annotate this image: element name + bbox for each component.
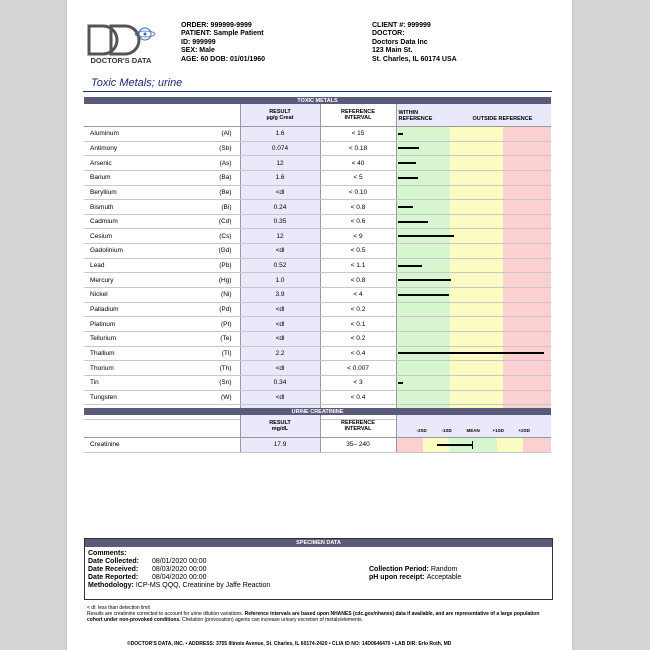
metal-reference: < 0.8 xyxy=(320,200,396,215)
metal-reference: < 15 xyxy=(320,127,396,142)
metal-name-text: Barium xyxy=(90,174,111,182)
metal-name xyxy=(84,361,240,376)
metal-row xyxy=(84,185,551,200)
metal-name xyxy=(84,258,240,273)
order-number: ORDER: 999999-9999 xyxy=(181,22,252,29)
creatinine-reference-header: REFERENCE INTERVAL xyxy=(320,415,396,438)
report-page xyxy=(67,0,572,650)
metal-result: 0.24 xyxy=(240,200,320,215)
metal-graph xyxy=(396,214,551,229)
specimen-data-header: SPECIMEN DATA xyxy=(85,539,552,547)
metal-result-bar xyxy=(398,294,449,296)
metal-graph xyxy=(396,244,551,259)
metal-name xyxy=(84,185,240,200)
metal-reference: < 3 xyxy=(320,375,396,390)
metal-reference: < 0.4 xyxy=(320,346,396,361)
metal-symbol: (Ni) xyxy=(221,291,232,299)
metal-row xyxy=(84,273,551,288)
lab-name: Doctors Data Inc xyxy=(372,38,428,46)
metal-name xyxy=(84,302,240,317)
metal-graph xyxy=(396,361,551,376)
address-line-1: 123 Main St. xyxy=(372,47,413,55)
metal-result-bar xyxy=(398,265,422,267)
metal-row xyxy=(84,141,551,156)
metal-reference: < 40 xyxy=(320,156,396,171)
patient-sex: SEX: Male xyxy=(181,47,215,55)
creatinine-result-header: RESULT mg/dL xyxy=(240,415,320,438)
metal-graph xyxy=(396,390,551,405)
metal-name xyxy=(84,331,240,346)
metal-name xyxy=(84,375,240,390)
metal-graph xyxy=(396,258,551,273)
metal-graph xyxy=(396,170,551,185)
creatinine-graph xyxy=(396,438,551,453)
doctors-data-logo xyxy=(85,22,157,66)
metal-name-text: Thorium xyxy=(90,364,114,372)
metal-result-bar xyxy=(398,235,454,237)
metal-result-bar xyxy=(398,177,418,179)
metal-name xyxy=(84,346,240,361)
metal-reference: < 1.1 xyxy=(320,258,396,273)
metal-row xyxy=(84,170,551,185)
scale-minus-2sd: -2SD xyxy=(416,428,427,433)
metal-row xyxy=(84,214,551,229)
metal-name-text: Platinum xyxy=(90,320,116,328)
metal-row xyxy=(84,375,551,390)
metal-graph xyxy=(396,127,551,142)
creatinine-result: 17.9 xyxy=(240,438,320,453)
patient-age-dob: AGE: 60 DOB: 01/01/1960 xyxy=(181,55,266,63)
metal-reference: < 0.18 xyxy=(320,141,396,156)
patient-name: PATIENT: Sample Patient xyxy=(181,30,264,38)
metal-result: 0.52 xyxy=(240,258,320,273)
metal-result: <dl xyxy=(240,331,320,346)
creatinine-marker-tick xyxy=(472,441,474,449)
metal-symbol: (Pt) xyxy=(221,320,232,328)
metal-symbol: (Cd) xyxy=(218,218,232,226)
metal-result: 3.9 xyxy=(240,288,320,303)
ph-upon-receipt: Acceptable xyxy=(426,574,462,581)
metal-result: <dl xyxy=(240,185,320,200)
metal-name-text: Lead xyxy=(90,262,105,270)
metal-graph xyxy=(396,375,551,390)
metal-name-text: Nickel xyxy=(90,291,108,299)
date-received: 08/03/2020 00:00 xyxy=(152,566,207,573)
doctor-label: DOCTOR: xyxy=(372,30,405,38)
metal-name xyxy=(84,390,240,405)
metal-row xyxy=(84,258,551,273)
metal-name-text: Palladium xyxy=(90,306,119,313)
client-number: CLIENT #: 999999 xyxy=(372,22,431,29)
metal-row xyxy=(84,390,551,405)
result-column-header: RESULT µg/g Creat xyxy=(240,104,320,127)
report-title: Toxic Metals; urine xyxy=(91,77,183,89)
creatinine-scale-header xyxy=(396,415,551,438)
metal-name-text: Tin xyxy=(90,379,99,387)
metal-name-text: Cesium xyxy=(90,232,113,240)
metal-reference: < 9 xyxy=(320,229,396,244)
metal-result: 1.6 xyxy=(240,127,320,142)
patient-id: ID: 999999 xyxy=(181,38,216,46)
patient-info xyxy=(181,22,265,64)
date-reported: 08/04/2020 00:00 xyxy=(152,574,207,581)
metal-row xyxy=(84,361,551,376)
metal-name-text: Beryllium xyxy=(90,188,117,196)
metal-name xyxy=(84,317,240,332)
metal-graph xyxy=(396,331,551,346)
date-collected: 08/01/2020 00:00 xyxy=(152,558,207,565)
metal-symbol: (Te) xyxy=(220,335,232,343)
scale-plus-1sd: +1SD xyxy=(492,428,504,433)
metal-symbol: (Sn) xyxy=(219,379,232,387)
metal-name xyxy=(84,200,240,215)
metal-graph xyxy=(396,346,551,361)
metal-name xyxy=(84,156,240,171)
metal-symbol: (Pb) xyxy=(219,262,232,270)
metal-result-bar xyxy=(398,279,451,281)
metal-row xyxy=(84,244,551,259)
metal-result: 1.6 xyxy=(240,170,320,185)
metal-name-text: Arsenic xyxy=(90,159,112,167)
metal-reference: < 0.6 xyxy=(320,214,396,229)
methodology: ICP-MS QQQ, Creatinine by Jaffe Reaction xyxy=(135,582,271,589)
metal-result: <dl xyxy=(240,361,320,376)
metal-symbol: (Tl) xyxy=(221,349,232,357)
title-divider xyxy=(83,91,552,92)
metal-name-text: Antimony xyxy=(90,144,118,152)
metal-reference: < 0.8 xyxy=(320,273,396,288)
creatinine-row xyxy=(84,438,551,453)
metal-graph xyxy=(396,200,551,215)
metal-name xyxy=(84,244,240,259)
metal-result: <dl xyxy=(240,317,320,332)
metal-graph xyxy=(396,229,551,244)
metal-reference: < 0.2 xyxy=(320,302,396,317)
metal-symbol: (Gd) xyxy=(218,247,232,255)
toxic-metals-header: TOXIC METALS xyxy=(84,97,551,104)
metal-row xyxy=(84,229,551,244)
metal-symbol: (As) xyxy=(219,159,232,167)
metal-name xyxy=(84,141,240,156)
metal-result: 1.0 xyxy=(240,273,320,288)
metal-row xyxy=(84,127,551,142)
metal-name-text: Aluminum xyxy=(90,130,119,138)
scale-mean: MEAN xyxy=(466,428,480,433)
metal-result-bar xyxy=(398,221,428,223)
metal-name-text: Mercury xyxy=(90,276,114,284)
notes-detection-limit: < dl: less than detection limit xyxy=(87,605,150,611)
toxic-metals-table xyxy=(84,97,551,420)
metal-symbol: (Th) xyxy=(219,364,232,372)
metal-result: 0.34 xyxy=(240,375,320,390)
metal-name-text: Tellurium xyxy=(90,335,117,343)
metal-name xyxy=(84,214,240,229)
metal-result: 0.35 xyxy=(240,214,320,229)
metal-graph xyxy=(396,288,551,303)
report-notes xyxy=(87,605,552,624)
metal-reference: < 0.10 xyxy=(320,185,396,200)
metal-row xyxy=(84,317,551,332)
metal-name xyxy=(84,288,240,303)
metal-symbol: (Al) xyxy=(221,130,232,138)
metal-graph xyxy=(396,317,551,332)
metal-reference: < 0.1 xyxy=(320,317,396,332)
metal-name-text: Tungsten xyxy=(90,393,117,401)
report-footer: ©DOCTOR'S DATA, INC. • ADDRESS: 3755 Illinois Avenue, St. Charles, IL 60174-2420 • CLIA ID NO: 14D0646470 • LAB DIR: Erlo Roth, MD xyxy=(127,641,452,647)
metal-result-bar xyxy=(398,147,419,149)
metal-symbol: (Be) xyxy=(219,188,232,196)
metal-reference: < 4 xyxy=(320,288,396,303)
metal-result-bar xyxy=(398,133,403,135)
metal-name-text: Cadmium xyxy=(90,218,118,226)
metal-result-bar xyxy=(398,382,403,384)
address-line-2: St. Charles, IL 60174 USA xyxy=(372,55,457,63)
metal-name xyxy=(84,273,240,288)
metal-row xyxy=(84,302,551,317)
comments-label: Comments: xyxy=(88,550,127,557)
logo-text: DOCTOR'S DATA xyxy=(90,56,152,65)
metal-result-bar xyxy=(398,162,416,164)
metal-symbol: (Cs) xyxy=(219,232,232,240)
metal-symbol: (Ba) xyxy=(219,174,232,182)
reference-column-header: REFERENCE INTERVAL xyxy=(320,104,396,127)
metal-result: 12 xyxy=(240,156,320,171)
creatinine-table xyxy=(84,408,551,453)
metal-name xyxy=(84,229,240,244)
metal-result: 2.2 xyxy=(240,346,320,361)
notes-interpretation: Results are creatinine corrected to account for urine dilution variations. Reference intervals are based upon NHANES (cdc.gov/nhanes) data if available, and are representative of a large population cohort under non-provoked conditions. Chelation (provocation) agents can increase urinary excretion of metals/elements. xyxy=(87,611,540,624)
creatinine-header: URINE CREATININE xyxy=(84,408,551,415)
metal-reference: < 0.4 xyxy=(320,390,396,405)
metal-reference: < 0.007 xyxy=(320,361,396,376)
metal-name-text: Gadolinium xyxy=(90,247,123,255)
metal-result: 0.074 xyxy=(240,141,320,156)
metal-name xyxy=(84,127,240,142)
metal-result-bar xyxy=(398,352,544,354)
metal-name-text: Thallium xyxy=(90,349,115,357)
metal-graph xyxy=(396,141,551,156)
metal-result: <dl xyxy=(240,390,320,405)
metal-graph xyxy=(396,185,551,200)
metal-graph xyxy=(396,156,551,171)
metal-result: 12 xyxy=(240,229,320,244)
collection-period: Random xyxy=(430,566,458,573)
metal-row xyxy=(84,288,551,303)
metal-graph xyxy=(396,273,551,288)
client-info xyxy=(372,22,457,64)
metal-row xyxy=(84,156,551,171)
creatinine-name: Creatinine xyxy=(84,438,240,453)
graph-column-header: WITHIN REFERENCE OUTSIDE REFERENCE xyxy=(396,104,551,127)
metal-row xyxy=(84,346,551,361)
metal-symbol: (Hg) xyxy=(218,276,232,284)
metal-result-bar xyxy=(398,206,413,208)
metal-symbol: (Bi) xyxy=(221,203,232,211)
metal-symbol: (Sb) xyxy=(219,144,232,152)
scale-minus-1sd: -1SD xyxy=(441,428,452,433)
metal-reference: < 0.2 xyxy=(320,331,396,346)
metal-result: <dl xyxy=(240,302,320,317)
creatinine-marker-bar xyxy=(437,444,472,446)
scale-plus-2sd: +2SD xyxy=(518,428,530,433)
creatinine-reference: 35– 240 xyxy=(320,438,396,453)
metal-reference: < 5 xyxy=(320,170,396,185)
specimen-data-box: SPECIMEN DATA Comments: Date Collected: 08/01/2020 00:00 Date Received: 08/03/2020 00:00 Date Reported: 08/04/2020 00:00 Methodology: ICP-MS QQQ, Creatinine by Jaffe Reaction Collection Period: Random pH upon receipt: Acceptable xyxy=(84,538,553,600)
metal-row xyxy=(84,200,551,215)
metal-graph xyxy=(396,302,551,317)
metal-symbol: (W) xyxy=(221,393,232,401)
metal-result: <dl xyxy=(240,244,320,259)
metal-symbol: (Pd) xyxy=(219,306,232,313)
metal-reference: < 0.5 xyxy=(320,244,396,259)
metal-name-text: Bismuth xyxy=(90,203,114,211)
metal-row xyxy=(84,331,551,346)
metal-name xyxy=(84,170,240,185)
